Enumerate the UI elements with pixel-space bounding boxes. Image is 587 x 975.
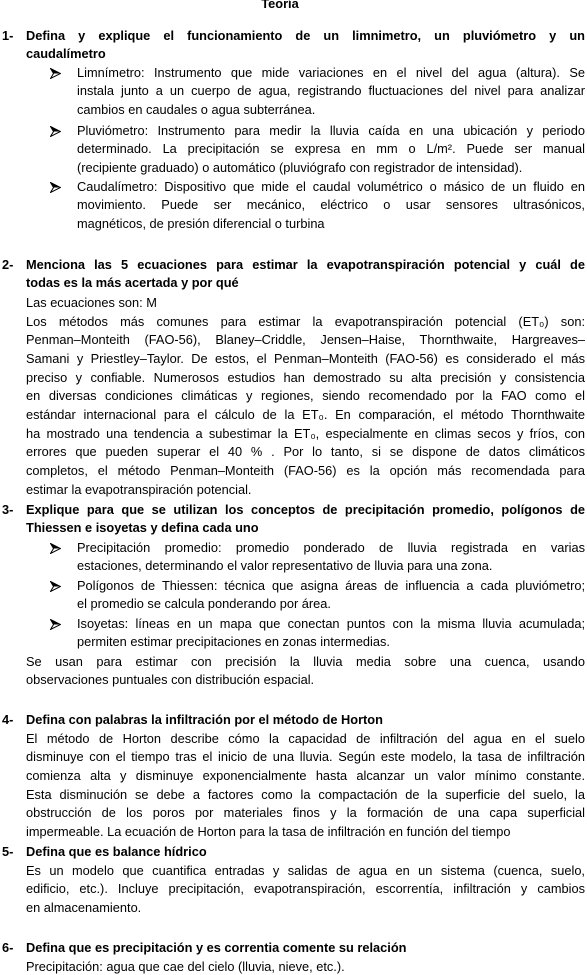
paragraph-line: observaciones puntuales con distribución espacial. <box>26 672 315 688</box>
bullet-line: el promedio se calcula ponderando por área. <box>77 596 331 612</box>
paragraph-line: obstrucción de los poros por materiales finos y la formación de una capa superficial <box>26 805 585 821</box>
paragraph-line: Es un modelo que cuantifica entradas y salidas de agua en un sistema (cuenca, suelo, <box>26 862 585 878</box>
question-6-heading <box>0 939 585 958</box>
arrowhead-bullet-icon <box>50 68 61 79</box>
question-2-answer <box>0 313 585 500</box>
bullet-line: Pluviómetro: Instrumento para medir la lluvia caída en una ubicación y periodo <box>77 122 585 138</box>
arrowhead-bullet-icon <box>50 619 61 630</box>
question-3-heading <box>0 501 585 538</box>
heading-line: Defina que es balance hídrico <box>26 843 207 859</box>
paragraph-line: Se usan para estimar con precisión la lluvia media sobre una cuenca, usando <box>26 653 585 669</box>
arrowhead-bullet-icon <box>50 126 61 137</box>
arrowhead-bullet-icon <box>50 182 61 193</box>
bullet-item-limnimetro <box>0 64 585 120</box>
bullet-line: Isoyetas: líneas en un mapa que conectan puntos con la misma lluvia acumulada; <box>77 615 585 631</box>
paragraph-line: Esta disminución se debe a factores como la compactación de la superficie del suelo, la <box>26 786 585 802</box>
paragraph-line: estimar la evapotranspiración potencial. <box>26 481 252 497</box>
paragraph-line: en diversas condiciones climáticas y regiones, siendo recomendado por la FAO como el <box>26 388 585 404</box>
bullet-item-pluviometro <box>0 122 585 178</box>
paragraph-line: Las ecuaciones son: M <box>26 294 157 310</box>
question-4-heading <box>0 711 585 730</box>
question-2-heading <box>0 256 585 293</box>
bullet-line: Polígonos de Thiessen: técnica que asigna áreas de influencia a cada pluviómetro; <box>77 577 585 593</box>
bullet-line: Caudalímetro: Dispositivo que mide el caudal volumétrico o másico de un fluido en <box>77 178 585 194</box>
heading-line: Defina con palabras la infiltración por el método de Horton <box>26 711 383 727</box>
paragraph-line: comienza alta y disminuye exponencialmente hasta alcanzar un valor mínimo constante. <box>26 767 585 783</box>
heading-line: Defina y explique el funcionamiento de un limnimetro, un pluviómetro y un <box>26 27 585 43</box>
heading-line: Menciona las 5 ecuaciones para estimar la evapotranspiración potencial y cuál de <box>26 256 585 272</box>
question-3-closing <box>0 653 585 690</box>
arrowhead-bullet-icon <box>50 543 61 554</box>
bullet-line: instala junto a un cuerpo de agua, registrando fluctuaciones del nivel para analizar <box>77 83 585 99</box>
question-number: 1- <box>2 27 14 43</box>
bullet-item-isoyetas <box>0 615 585 652</box>
bullet-item-precipitacion-promedio <box>0 539 585 576</box>
question-4-answer <box>0 730 585 842</box>
paragraph-line: Precipitación: agua que cae del cielo (lluvia, nieve, etc.). <box>26 959 345 974</box>
heading-line: caudalímetro <box>26 46 106 62</box>
paragraph-line: impermeable. La ecuación de Horton para la tasa de infiltración en función del tiempo <box>26 824 511 840</box>
question-1-heading <box>0 27 585 64</box>
paragraph-line: completos, el método Penman–Monteith (FAO-56) es la opción más recomendada para <box>26 463 585 479</box>
paragraph-line: edificio, etc.). Incluye precipitación, evapotranspiración, escorrentía, infiltración y cambios <box>26 881 585 897</box>
paragraph-line: Los métodos más comunes para estimar la evapotranspiración potencial (ET₀) son: <box>26 313 585 329</box>
question-number: 2- <box>2 256 14 272</box>
bullet-line: movimiento. Puede ser mecánico, eléctrico o usar sensores ultrasónicos, <box>77 197 585 213</box>
paragraph-line: Samani y Priestley–Taylor. De estos, el Penman–Monteith (FAO-56) es considerado el más <box>26 350 585 366</box>
paragraph-line: preciso y confiable. Numerosos estudios han demostrado su alta precisión y consistencia <box>26 369 585 385</box>
bullet-line: cambios en caudales o agua subterránea. <box>77 101 316 117</box>
bullet-line: Limnímetro: Instrumento que mide variaciones en el nivel del agua (altura). Se <box>77 64 585 80</box>
question-number: 6- <box>2 939 14 955</box>
heading-line: Explique para que se utilizan los conceptos de precipitación promedio, polígonos de <box>26 501 585 517</box>
question-5-answer <box>0 862 585 918</box>
bullet-line: Precipitación promedio: promedio ponderado de lluvia registrada en varias <box>77 539 585 555</box>
paragraph-line: ha mostrado una tendencia a subestimar la ET₀, especialmente en climas secos y fríos, con <box>26 425 585 441</box>
question-5-heading <box>0 843 585 862</box>
question-number: 3- <box>2 501 14 517</box>
question-2-intro <box>0 294 585 313</box>
heading-line: Thiessen e isoyetas y defina cada uno <box>26 520 259 536</box>
bullet-item-caudalimetro <box>0 178 585 234</box>
question-number: 4- <box>2 711 14 727</box>
bullet-line: determinado. La precipitación se expresa en mm o L/m². Puede ser manual <box>77 141 585 157</box>
page-title: Teoría <box>261 0 299 11</box>
heading-line: todas es la más acertada y por qué <box>26 275 239 291</box>
bullet-line: permiten estimar precipitaciones en zonas intermedias. <box>77 634 390 650</box>
paragraph-line: El método de Horton describe cómo la capacidad de infiltración del agua en el suelo <box>26 730 585 746</box>
question-number: 5- <box>2 843 14 859</box>
paragraph-line: Penman–Monteith (FAO-56), Blaney–Criddle, Jensen–Haise, Thornthwaite, Hargreaves– <box>26 332 585 348</box>
bullet-line: estaciones, determinando el valor representativo de lluvia para una zona. <box>77 558 493 574</box>
paragraph-line: disminuye con el tiempo tras el inicio de una lluvia. Según este modelo, la tasa de infiltración <box>26 749 585 765</box>
bullet-item-poligonos-thiessen <box>0 577 585 614</box>
bullet-line: magnéticos, de presión diferencial o turbina <box>77 215 325 231</box>
question-6-answer <box>0 959 585 975</box>
heading-line: Defina que es precipitación y es correntia comente su relación <box>26 939 407 955</box>
arrowhead-bullet-icon <box>50 581 61 592</box>
paragraph-line: errores que pueden superar el 40 % . Por lo tanto, si se dispone de datos climáticos <box>26 444 585 460</box>
paragraph-line: en almacenamiento. <box>26 899 142 915</box>
bullet-line: (recipiente graduado) o automático (pluviógrafo con registrador de intensidad). <box>77 159 523 175</box>
paragraph-line: estándar internacional para el cálculo de la ET₀. En comparación, el método Thornthwaite <box>26 407 585 423</box>
